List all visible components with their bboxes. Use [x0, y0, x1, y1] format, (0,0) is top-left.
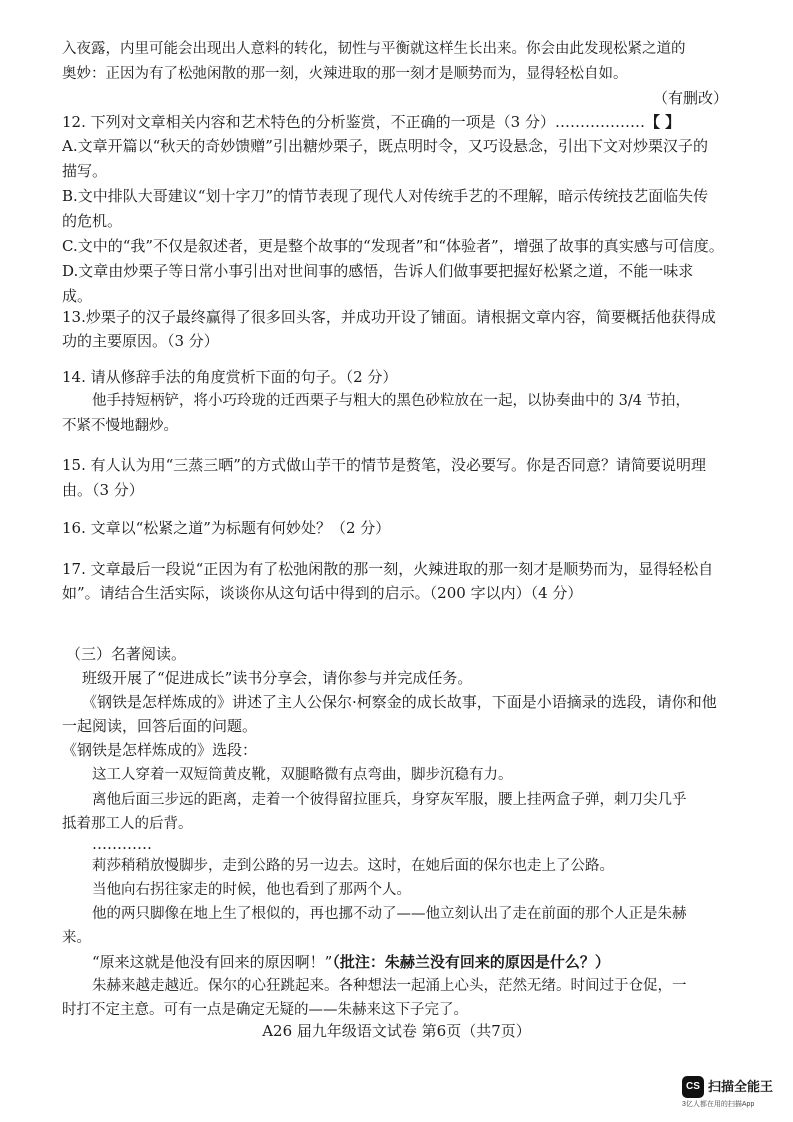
question-15-cont: 由。（3 分）	[62, 481, 144, 499]
excerpt-quote-line	[92, 949, 732, 976]
quoted-sentence-cont: 不紧不慢地翻炒。	[62, 418, 178, 434]
excerpt-paragraph: 当他向右拐往家走的时候，他也看到了那两个人。	[92, 882, 411, 898]
excerpt-paragraph: 离他后面三步远的距离，走着一个彼得留拉匪兵，身穿灰军服，腰上挂两盒子弹，刺刀尖几乎	[92, 792, 687, 808]
watermark-app-name: 扫描全能王	[708, 1079, 774, 1094]
excerpt-paragraph-cont: 来。	[62, 930, 91, 946]
annotation-note: （批注：朱赫兰没有回来的原因是什么？）	[332, 953, 610, 971]
excerpt-paragraph-cont: 抵着那工人的后背。	[62, 816, 193, 832]
excerpt-paragraph: 他的两只脚像在地上生了根似的，再也挪不动了——他立刻认出了走在前面的那个人正是朱赫	[92, 906, 687, 922]
question-12-text: 12. 下列对文章相关内容和艺术特色的分析鉴赏，不正确的一项是（3 分）………………	[62, 113, 645, 131]
option-c: C.文中的“我”不仅是叙述者，更是整个故事的“发现者”和“体验者”，增强了故事的真实感与可信度。	[62, 237, 724, 255]
excerpt-paragraph-cont: 时打不定主意。可有一点是确定无疑的——朱赫来这下子完了。	[62, 1002, 468, 1018]
option-d-cont: 成。	[62, 287, 93, 305]
question-13: 13.炒栗子的汉子最终赢得了很多回头客，并成功开设了铺面。请根据文章内容，简要概括他获得成	[62, 308, 716, 326]
page-footer: A26 届九年级语文试卷 第6页（共7页）	[262, 1022, 531, 1040]
watermark-tagline: 3亿人都在用的扫描App	[682, 1101, 755, 1108]
option-b-cont: 的危机。	[62, 212, 123, 230]
scanner-watermark	[682, 1076, 782, 1112]
option-a-cont: 描写。	[62, 162, 108, 180]
question-13-cont: 功的主要原因。（3 分）	[62, 332, 219, 350]
camscanner-logo-icon: CS	[682, 1076, 704, 1098]
question-17-cont: 如”。请结合生活实际，谈谈你从这句话中得到的启示。（200 字以内）（4 分）	[62, 584, 583, 602]
option-a: A.文章开篇以“秋天的奇妙馈赠”引出糖炒栗子，既点明时令，又巧设悬念，引出下文对炒栗汉子的	[62, 137, 708, 155]
book-intro: 《钢铁是怎样炼成的》讲述了主人公保尔·柯察金的成长故事，下面是小语摘录的选段，请你和他	[82, 693, 717, 711]
option-b: B.文中排队大哥建议“划十字刀”的情节表现了现代人对传统手艺的不理解，暗示传统技艺面临失传	[62, 187, 709, 205]
excerpt-paragraph: 这工人穿着一双短筒黄皮靴，双腿略微有点弯曲，脚步沉稳有力。	[92, 767, 513, 783]
source-note: （有删改）	[652, 89, 728, 107]
excerpt-paragraph: 朱赫来越走越近。保尔的心狂跳起来。各种想法一起涌上心头，茫然无绪。时间过于仓促，一	[92, 978, 687, 994]
section-intro: 班级开展了“促进成长”读书分享会，请你参与并完成任务。	[82, 669, 473, 687]
question-14: 14. 请从修辞手法的角度赏析下面的句子。（2 分）	[62, 368, 398, 386]
question-15: 15. 有人认为用“三蒸三晒”的方式做山芋干的情节是赘笔，没必要写。你是否同意？请简要说明理	[62, 456, 706, 474]
passage-line: 奥妙：正因为有了松弛闲散的那一刻，火辣进取的那一刻才是顺势而为，显得轻松自如。	[62, 66, 628, 82]
question-12-stem	[62, 109, 734, 136]
section-heading: （三）名著阅读。	[66, 645, 187, 663]
answer-bracket: 【 】	[644, 113, 681, 131]
quoted-sentence: 他手持短柄铲，将小巧玲珑的迁西栗子与粗大的黑色砂粒放在一起，以协奏曲中的 3/4 节拍，	[92, 393, 691, 409]
excerpt-title: 《钢铁是怎样炼成的》选段：	[62, 741, 258, 759]
passage-line: 入夜露，内里可能会出现出人意料的转化，韧性与平衡就这样生长出来。你会由此发现松紧之道的	[62, 41, 686, 57]
excerpt-paragraph: 莉莎稍稍放慢脚步，走到公路的另一边去。这时，在她后面的保尔也走上了公路。	[92, 858, 614, 874]
question-17: 17. 文章最后一段说“正因为有了松弛闲散的那一刻，火辣进取的那一刻才是顺势而为，显得轻松自	[62, 560, 714, 578]
option-d: D.文章由炒栗子等日常小事引出对世间事的感悟，告诉人们做事要把握好松紧之道，不能一味求	[62, 262, 694, 280]
excerpt-quote: “原来这就是他没有回来的原因啊！”	[92, 953, 333, 971]
excerpt-ellipsis: …………	[92, 835, 152, 853]
question-16: 16. 文章以“松紧之道”为标题有何妙处？（2 分）	[62, 519, 391, 537]
book-intro-cont: 一起阅读，回答后面的问题。	[62, 717, 258, 735]
